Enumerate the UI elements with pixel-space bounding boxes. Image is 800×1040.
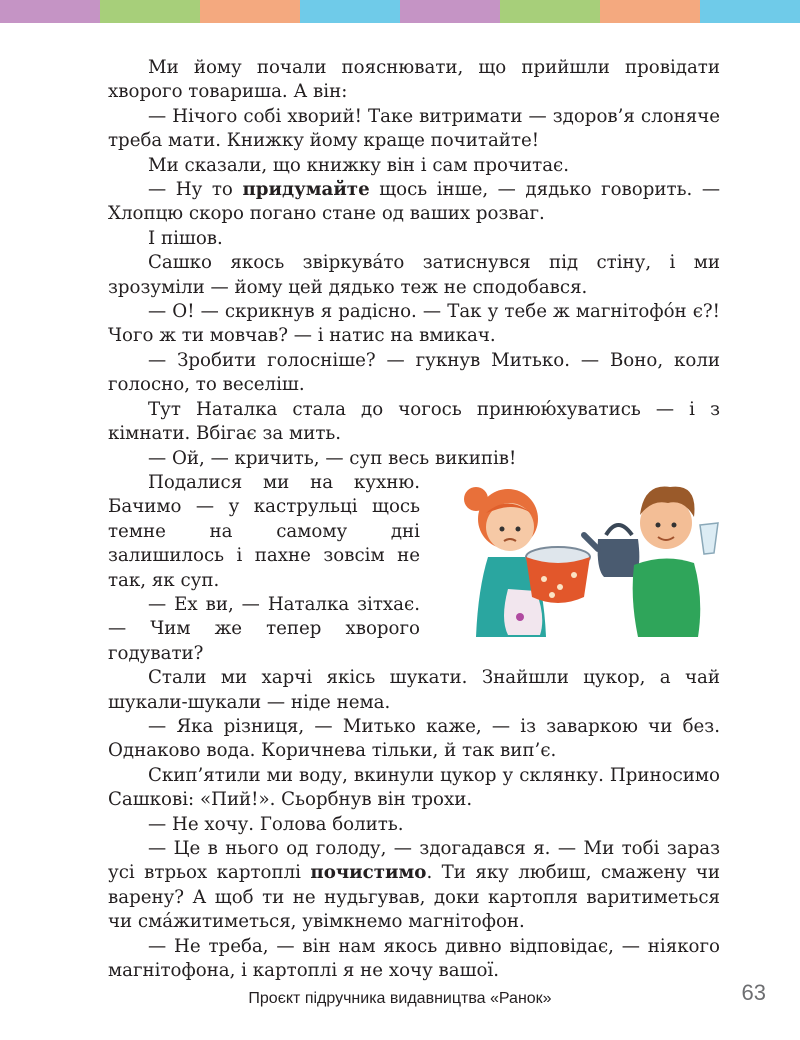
boy-shirt <box>633 558 701 637</box>
kettle-spout <box>584 535 598 549</box>
paragraph-4-end: щось інше, — дядько говорить. — Хлопцю скоро погано стане од ваших розваг. <box>108 179 721 225</box>
paragraph-15: Скип’ятили ми воду, вкинули цукор у склянку. Приносимо Сашкові: «Пий!». Сьорбнув він трохи. <box>108 764 720 811</box>
strip-segment-8 <box>700 0 800 23</box>
paragraph-17-end: . Ти яку любиш, смажену чи варену? А щоб ти не нудьгував, доки картопля варитиметься чи сма́житиметься, увімкнемо магнітофон. <box>108 862 720 933</box>
strip-segment-1 <box>0 0 100 23</box>
paragraph-10: — Ой, — кричить, — суп весь википів! <box>148 447 517 469</box>
strip-segment-7 <box>600 0 700 23</box>
illustrated-section <box>108 471 720 666</box>
kids-with-pot-illustration <box>448 469 723 639</box>
paragraph-9: Тут Наталка стала до чогось принюю́хуватись — і з кімнати. Вбігає за мить. <box>108 398 720 445</box>
kettle-handle <box>606 525 632 535</box>
paragraph-18: — Не треба, — він нам якось дивно відповідає, — ніякого магнітофона, і картоплі я не хочу вашої. <box>108 935 720 982</box>
paragraph-7: — О! — скрикнув я радісно. — Так у тебе ж магнітофо́н є?! Чого ж ти мовчав? — і натис на вмикач. <box>108 301 720 347</box>
apron-flower <box>516 613 524 621</box>
glass-icon <box>700 523 718 554</box>
strip-segment-5 <box>400 0 500 23</box>
paragraph-1: Ми йому почали пояснювати, що прийшли провідати хворого товариша. А він: <box>108 57 720 103</box>
paragraph-5: І пішов. <box>148 227 223 249</box>
paragraph-8: — Зробити голосніше? — гукнув Митько. — Воно, коли голосно, то веселіш. <box>108 349 720 396</box>
paragraph-16: — Не хочу. Голова болить. <box>148 813 404 835</box>
story-text <box>108 56 720 983</box>
paragraph-4 <box>108 178 720 227</box>
bold-word-pridumaite: придумайте <box>242 179 370 201</box>
paragraph-2: — Нічого собі хворий! Таке витримати — здоров’я слоняче треба мати. Книжку йому краще почитайте! <box>108 105 720 152</box>
top-color-strip <box>0 0 800 23</box>
paragraph-11: Подалися ми на кухню. Бачимо — у каструльці щось темне на самому дні залишилось і пахне зовсім не так, як суп. <box>108 471 420 591</box>
footer-note: Проєкт підручника видавництва «Ранок» <box>248 990 552 1007</box>
girl-hair-bun <box>464 487 488 511</box>
kettle-body <box>598 539 640 577</box>
page-number: 63 <box>741 980 766 1005</box>
wrapped-text <box>108 471 420 666</box>
pot-body <box>526 557 590 603</box>
paragraph-17 <box>108 837 720 935</box>
paragraph-6: Сашко якось звіркува́то затиснувся під стіну, і ми зрозуміли — йому цей дядько теж не сподобався. <box>108 252 720 298</box>
strip-segment-3 <box>200 0 300 23</box>
paragraph-17-start: — Це в нього од голоду, — здогадався я. — Ми тобі зараз усі втрьох картоплі <box>108 838 720 884</box>
paragraph-12: — Ех ви, — Наталка зітхає. — Чим же тепер хворого годувати? <box>108 593 420 664</box>
bold-word-pochystymo: почистимо <box>310 862 427 884</box>
strip-segment-6 <box>500 0 600 23</box>
paragraph-4-start: — Ну то <box>148 179 243 201</box>
paragraph-3: Ми сказали, що книжку він і сам прочитає. <box>148 154 570 176</box>
strip-segment-2 <box>100 0 200 23</box>
strip-segment-4 <box>300 0 400 23</box>
paragraph-13: Стали ми харчі якісь шукати. Знайшли цукор, а чай шукали-шукали — ніде нема. <box>108 667 720 713</box>
paragraph-14: — Яка різниця, — Митько каже, — із заваркою чи без. Однаково вода. Коричнева тільки, й так вип’є. <box>108 715 720 762</box>
